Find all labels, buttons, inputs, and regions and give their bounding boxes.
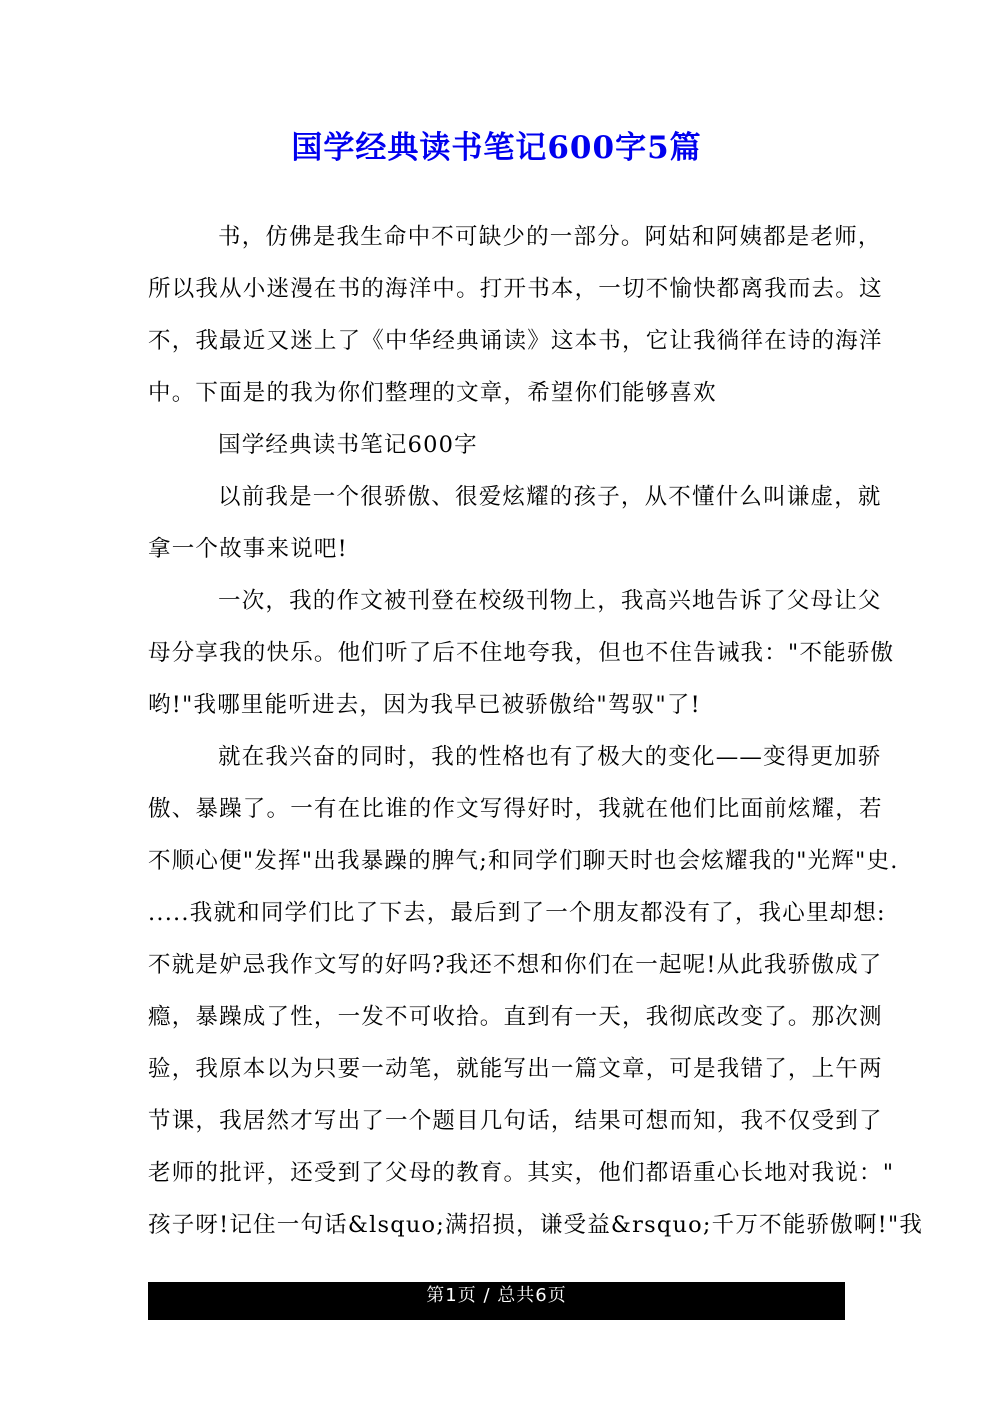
body-line: 不，我最近又迷上了《中华经典诵读》这本书，它让我徜徉在诗的海洋	[148, 328, 883, 354]
page-footer-bar	[148, 1282, 845, 1320]
body-line: 瘾，暴躁成了性，一发不可收拾。直到有一天，我彻底改变了。那次测	[148, 1004, 883, 1030]
body-line: 不顺心便"发挥"出我暴躁的脾气;和同学们聊天时也会炫耀我的"光辉"史.	[148, 848, 899, 874]
body-line: 拿一个故事来说吧!	[148, 536, 348, 562]
section-heading: 国学经典读书笔记600字	[218, 432, 478, 458]
body-line: 母分享我的快乐。他们听了后不住地夸我，但也不住告诫我："不能骄傲	[148, 640, 895, 666]
body-line: 所以我从小迷漫在书的海洋中。打开书本，一切不愉快都离我而去。这	[148, 276, 883, 302]
document-title: 国学经典读书笔记600字5篇	[291, 130, 702, 166]
body-line: 孩子呀!记住一句话&lsquo;满招损，谦受益&rsquo;千万不能骄傲啊!"我	[148, 1212, 924, 1238]
page-indicator: 第1页 / 总共6页	[426, 1285, 567, 1306]
body-line: 哟!"我哪里能听进去，因为我早已被骄傲给"驾驭"了!	[148, 692, 701, 718]
document-body	[148, 216, 924, 1256]
body-line: 书，仿佛是我生命中不可缺少的一部分。阿姑和阿姨都是老师，	[218, 224, 882, 250]
body-line: .....我就和同学们比了下去，最后到了一个朋友都没有了，我心里却想:	[148, 900, 886, 926]
body-line: 傲、暴躁了。一有在比谁的作文写得好时，我就在他们比面前炫耀，若	[148, 796, 883, 822]
body-line: 中。下面是的我为你们整理的文章，希望你们能够喜欢	[148, 380, 717, 406]
body-line: 一次，我的作文被刊登在校级刊物上，我高兴地告诉了父母让父	[218, 588, 882, 614]
body-line: 就在我兴奋的同时，我的性格也有了极大的变化——变得更加骄	[218, 744, 882, 770]
body-line: 以前我是一个很骄傲、很爱炫耀的孩子，从不懂什么叫谦虚，就	[218, 484, 882, 510]
body-line: 节课，我居然才写出了一个题目几句话，结果可想而知，我不仅受到了	[148, 1108, 883, 1134]
body-line: 不就是妒忌我作文写的好吗?我还不想和你们在一起呢!从此我骄傲成了	[148, 952, 883, 978]
body-line: 老师的批评，还受到了父母的教育。其实，他们都语重心长地对我说："	[148, 1160, 895, 1186]
body-line: 验，我原本以为只要一动笔，就能写出一篇文章，可是我错了，上午两	[148, 1056, 883, 1082]
